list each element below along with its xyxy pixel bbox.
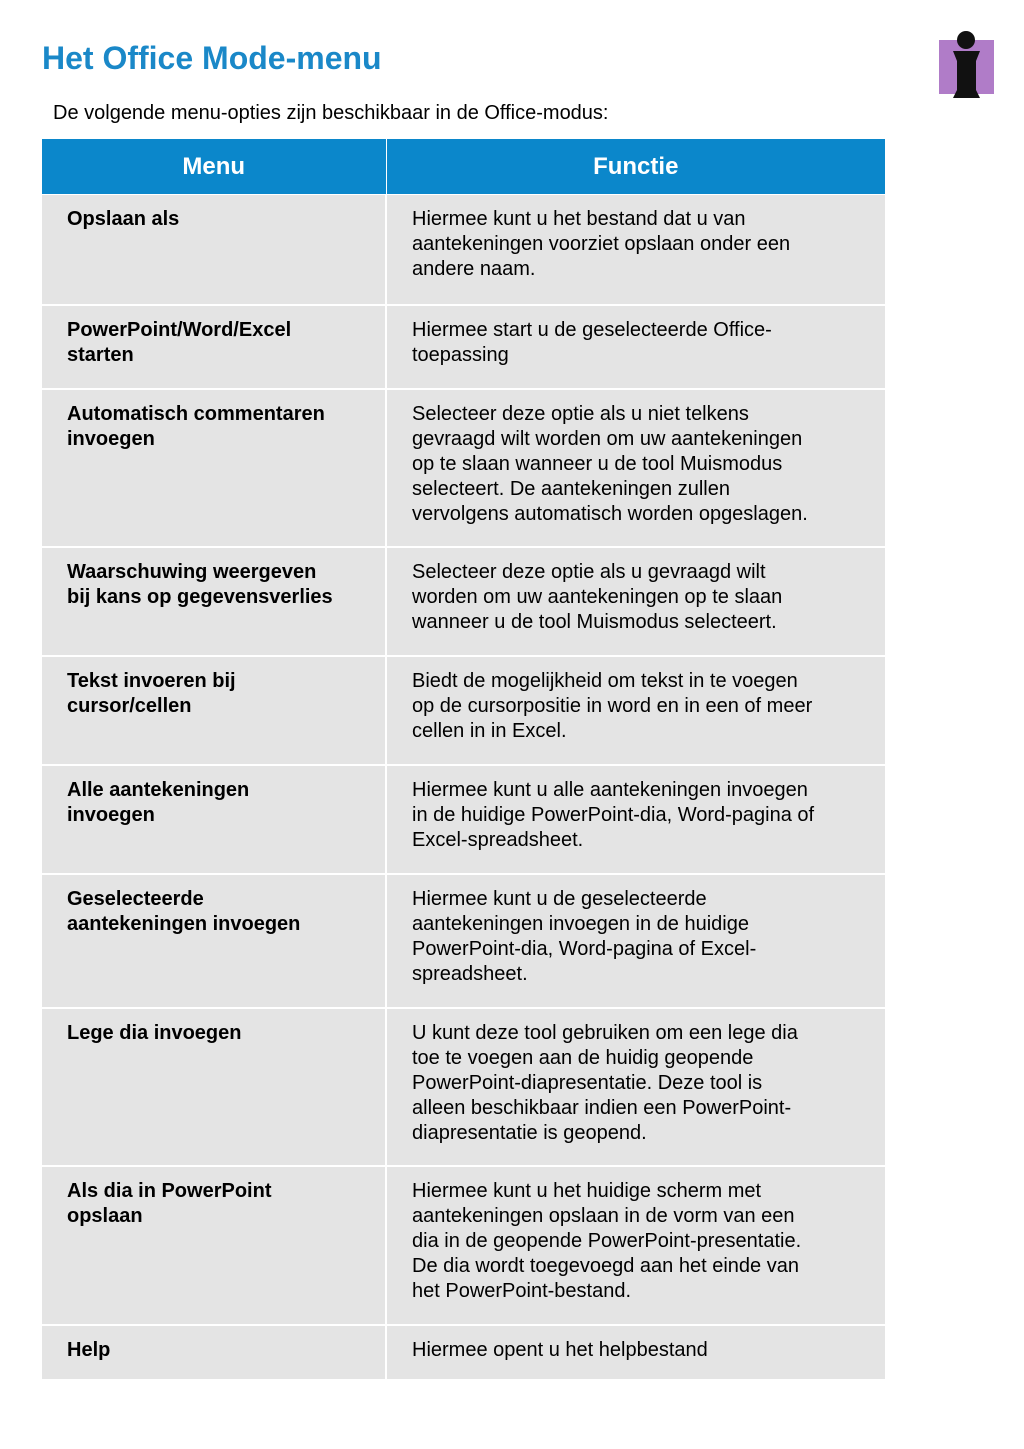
table-row — [42, 195, 885, 305]
function-line: U kunt deze tool gebruiken om een lege dia — [412, 1021, 798, 1044]
function-line: worden om uw aantekeningen op te slaan — [412, 585, 783, 608]
menu-cell — [42, 1008, 386, 1166]
function-line: vervolgens automatisch worden opgeslagen. — [412, 502, 808, 525]
menu-line: Waarschuwing weergeven — [67, 560, 317, 583]
function-line: selecteert. De aantekeningen zullen — [412, 477, 730, 500]
function-line: cellen in in Excel. — [412, 719, 567, 742]
table-header-row — [42, 139, 885, 195]
menu-line: invoegen — [67, 803, 155, 826]
menu-line: starten — [67, 343, 134, 366]
function-line: aantekeningen voorziet opslaan onder een — [412, 233, 791, 255]
menu-line: Lege dia invoegen — [67, 1021, 242, 1044]
table-row — [42, 765, 885, 874]
function-line: het PowerPoint-bestand. — [412, 1279, 632, 1302]
function-line: Hiermee kunt u de geselecteerde — [412, 887, 707, 910]
function-line: Hiermee kunt u alle aantekeningen invoegen — [412, 778, 808, 801]
function-line: aantekeningen opslaan in de vorm van een — [412, 1204, 795, 1227]
function-line: wanneer u de tool Muismodus selecteert. — [412, 610, 777, 633]
function-cell — [386, 874, 885, 1008]
menu-cell — [42, 656, 386, 765]
menu-line: Help — [67, 1338, 111, 1361]
function-line: Excel-spreadsheet. — [412, 828, 584, 851]
function-line: Hiermee start u de geselecteerde Office- — [412, 318, 772, 341]
menu-cell — [42, 1166, 386, 1325]
function-line: De dia wordt toegevoegd aan het einde van — [412, 1254, 799, 1277]
function-line: alleen beschikbaar indien een PowerPoint- — [412, 1096, 792, 1119]
function-line: Hiermee opent u het helpbestand — [412, 1338, 708, 1361]
function-line: PowerPoint-diapresentatie. Deze tool is — [412, 1071, 763, 1094]
function-cell — [386, 1325, 885, 1380]
function-line: PowerPoint-dia, Word-pagina of Excel- — [412, 937, 757, 960]
function-line: Selecteer deze optie als u gevraagd wilt — [412, 560, 766, 583]
menu-line: Geselecteerde — [67, 887, 204, 910]
function-line: toe te voegen aan de huidig geopende — [412, 1046, 754, 1069]
function-line: andere naam. — [412, 258, 536, 280]
function-line: Hiermee kunt u het huidige scherm met — [412, 1179, 762, 1202]
table-row — [42, 874, 885, 1008]
function-cell — [386, 765, 885, 874]
function-cell — [386, 305, 885, 389]
menu-cell — [42, 1325, 386, 1380]
table-row — [42, 389, 885, 547]
menu-cell — [42, 195, 386, 305]
function-cell — [386, 195, 885, 305]
menu-line: Alle aantekeningen — [67, 778, 250, 801]
table-row — [42, 547, 885, 656]
function-line: diapresentatie is geopend. — [412, 1121, 647, 1144]
table-row — [42, 1166, 885, 1325]
menu-line: PowerPoint/Word/Excel — [67, 318, 292, 341]
function-cell — [386, 547, 885, 656]
function-cell — [386, 656, 885, 765]
menu-line: bij kans op gegevensverlies — [67, 585, 333, 608]
menu-cell — [42, 765, 386, 874]
function-line: spreadsheet. — [412, 962, 528, 985]
page-title: Het Office Mode-menu — [42, 40, 382, 76]
menu-line: Opslaan als — [67, 208, 180, 230]
table-row — [42, 1008, 885, 1166]
menu-line: opslaan — [67, 1204, 143, 1227]
function-line: in de huidige PowerPoint-dia, Word-pagina of — [412, 803, 815, 826]
header-menu: Menu — [42, 139, 386, 195]
menu-cell — [42, 874, 386, 1008]
function-line: op te slaan wanneer u de tool Muismodus — [412, 452, 783, 475]
function-line: op de cursorpositie in word en in een of meer — [412, 694, 813, 717]
menu-cell — [42, 389, 386, 547]
menu-cell — [42, 305, 386, 389]
menu-line: invoegen — [67, 427, 155, 450]
function-line: aantekeningen invoegen in de huidige — [412, 912, 749, 935]
table-row — [42, 1325, 885, 1380]
menu-line: cursor/cellen — [67, 694, 192, 717]
function-cell — [386, 1166, 885, 1325]
function-line: dia in de geopende PowerPoint-presentatie. — [412, 1229, 802, 1252]
menu-line: aantekeningen invoegen — [67, 912, 301, 935]
menu-line: Tekst invoeren bij — [67, 669, 236, 692]
function-line: Biedt de mogelijkheid om tekst in te voegen — [412, 669, 798, 692]
info-person-icon — [939, 30, 994, 98]
function-line: toepassing — [412, 343, 509, 366]
menu-options-table — [42, 139, 885, 1381]
function-line: Selecteer deze optie als u niet telkens — [412, 402, 749, 425]
header-functie: Functie — [386, 139, 885, 195]
function-cell — [386, 1008, 885, 1166]
menu-cell — [42, 547, 386, 656]
table-row — [42, 656, 885, 765]
intro-text: De volgende menu-opties zijn beschikbaar in de Office-modus: — [53, 102, 609, 124]
menu-line: Als dia in PowerPoint — [67, 1179, 272, 1202]
function-line: Hiermee kunt u het bestand dat u van — [412, 208, 746, 230]
function-cell — [386, 389, 885, 547]
menu-line: Automatisch commentaren — [67, 402, 325, 425]
function-line: gevraagd wilt worden om uw aantekeningen — [412, 427, 803, 450]
table-row — [42, 305, 885, 389]
